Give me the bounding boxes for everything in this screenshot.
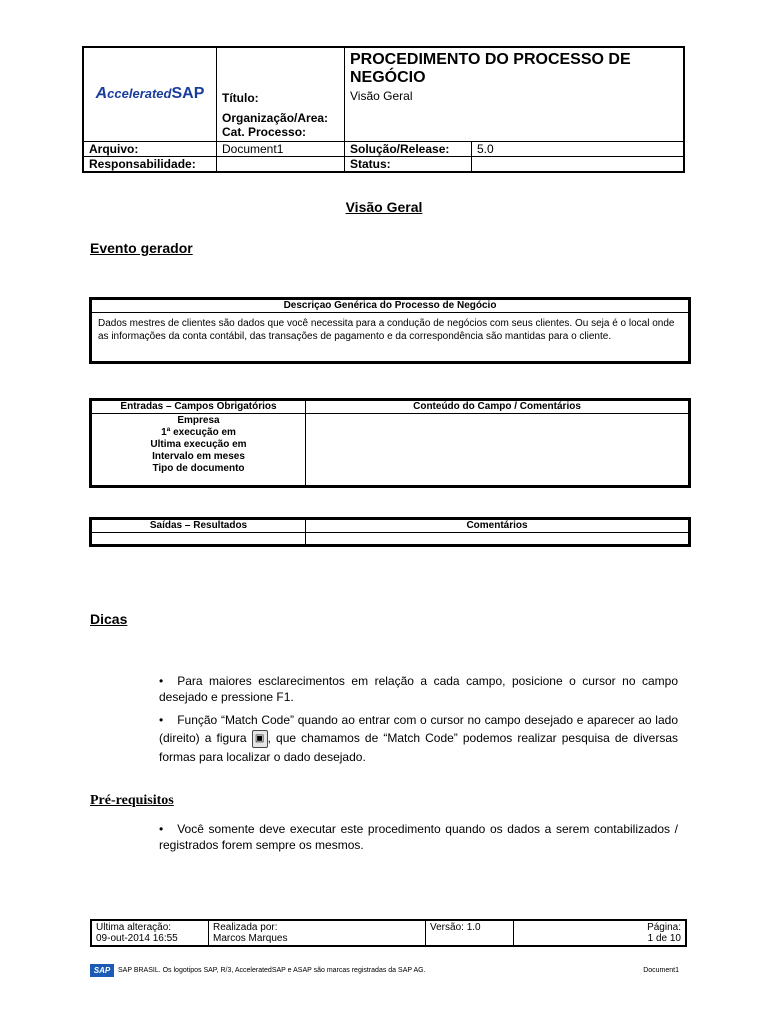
conteudo-cell [306,414,689,486]
entradas-fields [92,414,306,486]
descricao-text: Dados mestres de clientes são dados que você necessita para a condução de negócios com seus clientes. Ou seja é o local onde as informações da conta contábil, das transações de pagamento e da correspondência são mantidas para o cliente. [92,313,689,362]
realizada-por-cell: Realizada por: Marcos Marques [209,920,426,946]
organizacao-label: Organização/Area: [222,110,329,125]
arquivo-value: Document1 [217,141,345,156]
status-label: Status: [345,156,472,172]
dica-item-2: • Função “Match Code” quando ao entrar com o cursor no campo desejado e aparecer ao lado (direito) a figura ▣ , que chamamos de “Match Code” podemos realizar pesquisa de diversas formas para localizar o dado desejado. [159,713,678,764]
responsabilidade-value [217,156,345,172]
prereq-item-1: • Você somente deve executar este procedimento quando os dados a serem contabilizados / registrados forem sempre os mesmos. [159,822,678,852]
responsabilidade-label: Responsabilidade: [83,156,217,172]
comentarios-col-header: Comentários [306,520,689,533]
header-labels [217,47,345,141]
field-tipo-documento: Tipo de documento [152,463,245,474]
document-header-table [82,46,685,173]
field-intervalo-meses: Intervalo em meses [152,451,245,462]
header-title-cell [345,47,685,141]
status-value [472,156,685,172]
footer-document-name: Document1 [643,967,679,974]
bullet-icon: • [159,674,164,688]
solucao-value: 5.0 [472,141,685,156]
dicas-heading: Dicas [90,611,128,627]
field-empresa: Empresa [177,415,220,426]
conteudo-col-header: Conteúdo do Campo / Comentários [306,401,689,414]
titulo-label: Título: [222,90,259,105]
saidas-cell [92,533,306,545]
sap-footer-bar [90,964,687,982]
field-ultima-execucao: Ultima execução em [150,439,247,450]
cat-processo-label: Cat. Processo: [222,124,307,139]
field-primeira-execucao: 1ª execução em [161,427,236,438]
descricao-table [89,297,691,364]
entradas-col-header: Entradas – Campos Obrigatórios [92,401,306,414]
arquivo-label: Arquivo: [83,141,217,156]
pagina-cell: Página: 1 de 10 [514,920,687,946]
saidas-table [89,517,691,547]
evento-gerador-heading: Evento gerador [90,240,193,256]
accelerated-sap-logo: AcceleratedSAP [83,47,217,141]
comentarios-cell [306,533,689,545]
match-code-icon: ▣ [252,730,268,748]
page-title: Visão Geral [345,199,423,215]
sap-logo: SAP [90,964,114,977]
footer-table [90,919,687,947]
ultima-alteracao-cell: Ultima alteração: 09-out-2014 16:55 [91,920,209,946]
versao-cell: Versão: 1.0 [426,920,514,946]
pre-requisitos-heading: Pré-requisitos [90,793,174,808]
descricao-header: Descriçao Genérica do Processo de Negócio [92,300,689,313]
solucao-label: Solução/Release: [345,141,472,156]
bullet-icon: • [159,822,164,836]
document-title: PROCEDIMENTO DO PROCESSO DE NEGÓCIO [350,51,631,86]
bullet-icon: • [159,713,164,727]
trademark-note: SAP BRASIL. Os logotipos SAP, R/3, AcceleratedSAP e ASAP são marcas registradas da SAP AG. [118,967,426,974]
saidas-col-header: Saídas – Resultados [92,520,306,533]
titulo-value: Visão Geral [350,89,413,103]
dica-item-1: • Para maiores esclarecimentos em relação a cada campo, posicione o cursor no campo desejado e pressione F1. [159,674,678,704]
entradas-table [89,398,691,488]
